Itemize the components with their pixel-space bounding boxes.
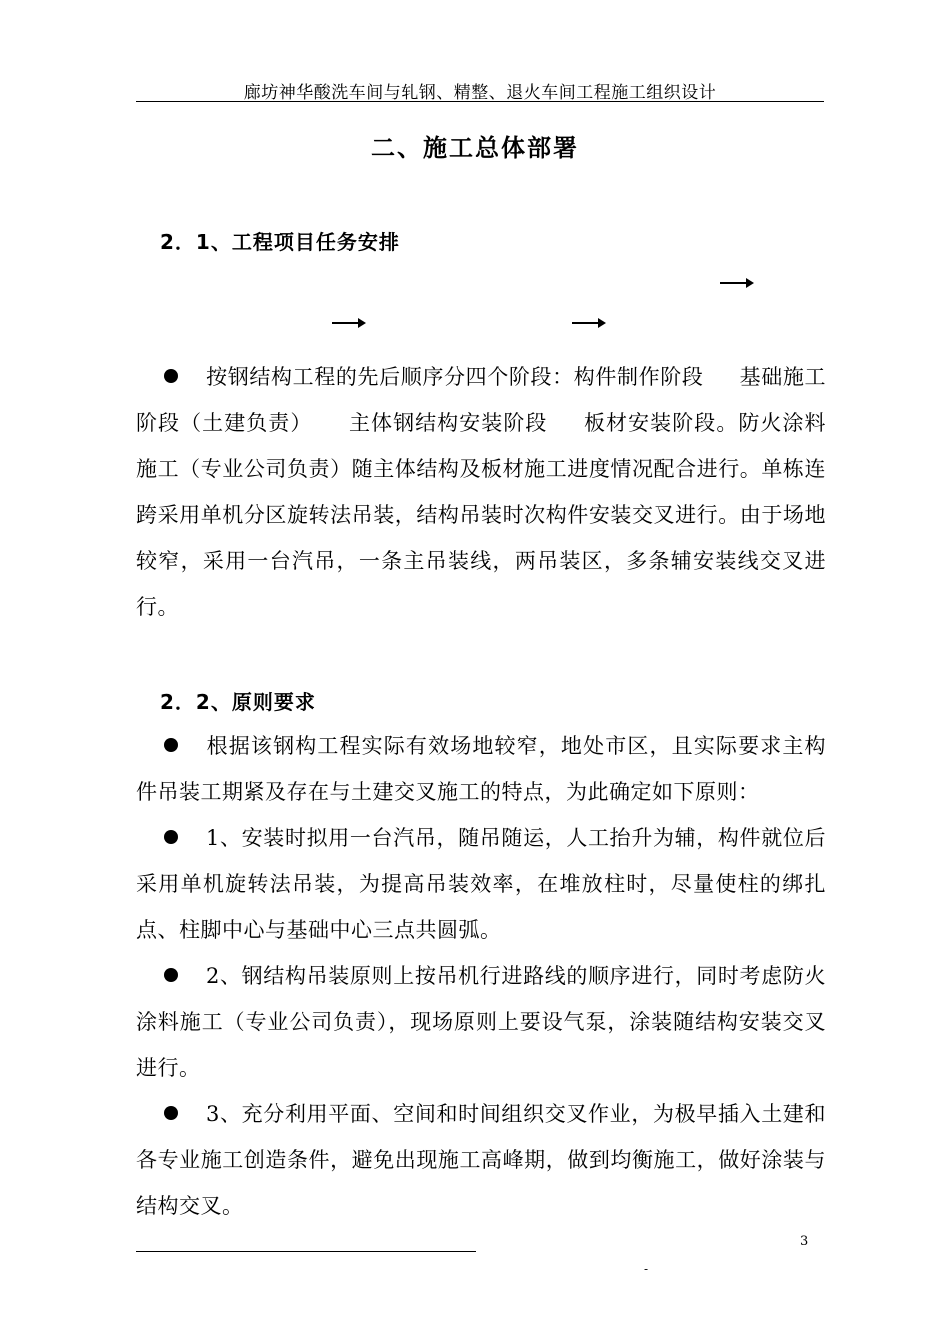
section-title: 二、施工总体部署 (371, 134, 579, 162)
principle-text: 根据该钢构工程实际有效场地较窄，地处市区，且实际要求主构件吊装工期紧及存在与土建交叉施工的特点，为此确定如下原则： (136, 734, 826, 804)
page-number: 3 (800, 1234, 809, 1249)
header-title: 廊坊神华酸洗车间与轧钢、精整、退火车间工程施工组织设计 (243, 83, 717, 103)
principle-paragraph-3 (136, 1091, 826, 1229)
principle-text: 2、钢结构吊装原则上按吊机行进路线的顺序进行，同时考虑防火涂料施工（专业公司负责），现场原则上要设气泵，涂装随结构安装交叉进行。 (136, 964, 826, 1080)
stage-text-part4: 板材安装阶段。防火涂料施工（专业公司负责）随主体结构及板材施工进度情况配合进行。单栋连跨采用单机分区旋转法吊装，结构吊装时次构件安装交叉进行。由于场地较窄，采用一台汽吊，一条主吊装线，两吊装区，多条辅安装线交叉进行。 (136, 411, 827, 619)
arrow-right-icon (720, 278, 754, 288)
bullet-icon (164, 738, 178, 752)
principle-paragraph-intro (136, 723, 826, 815)
stage-text-part3: 主体钢结构安装阶段 (348, 411, 548, 435)
footer-rule (136, 1251, 476, 1252)
stage-text-part1: 按钢结构工程的先后顺序分四个阶段：构件制作阶段 (206, 365, 704, 389)
subsection-heading-task-arrangement: 2．1、工程项目任务安排 (160, 230, 400, 254)
bullet-icon (164, 968, 178, 982)
arrow-right-icon (332, 318, 366, 328)
subsection-heading-principles: 2．2、原则要求 (160, 690, 316, 714)
principle-text: 1、安装时拟用一台汽吊，随吊随运，人工抬升为辅，构件就位后采用单机旋转法吊装，为提高吊装效率，在堆放柱时，尽量使柱的绑扎点、柱脚中心与基础中心三点共圆弧。 (136, 826, 826, 942)
footer-mark: - (644, 1262, 649, 1276)
header-rule (136, 101, 824, 102)
bullet-icon (164, 830, 178, 844)
principle-text: 3、充分利用平面、空间和时间组织交叉作业，为极早插入土建和各专业施工创造条件，避免出现施工高峰期，做到均衡施工，做好涂装与结构交叉。 (136, 1102, 826, 1218)
principle-paragraph-1 (136, 815, 826, 953)
bullet-icon (164, 1106, 178, 1120)
bullet-icon (164, 369, 178, 383)
stage-text-part2: 基础施工阶段（土建负责） (136, 365, 826, 435)
principle-paragraph-2 (136, 953, 826, 1091)
task-arrangement-paragraph (136, 354, 826, 630)
arrow-right-icon (572, 318, 606, 328)
